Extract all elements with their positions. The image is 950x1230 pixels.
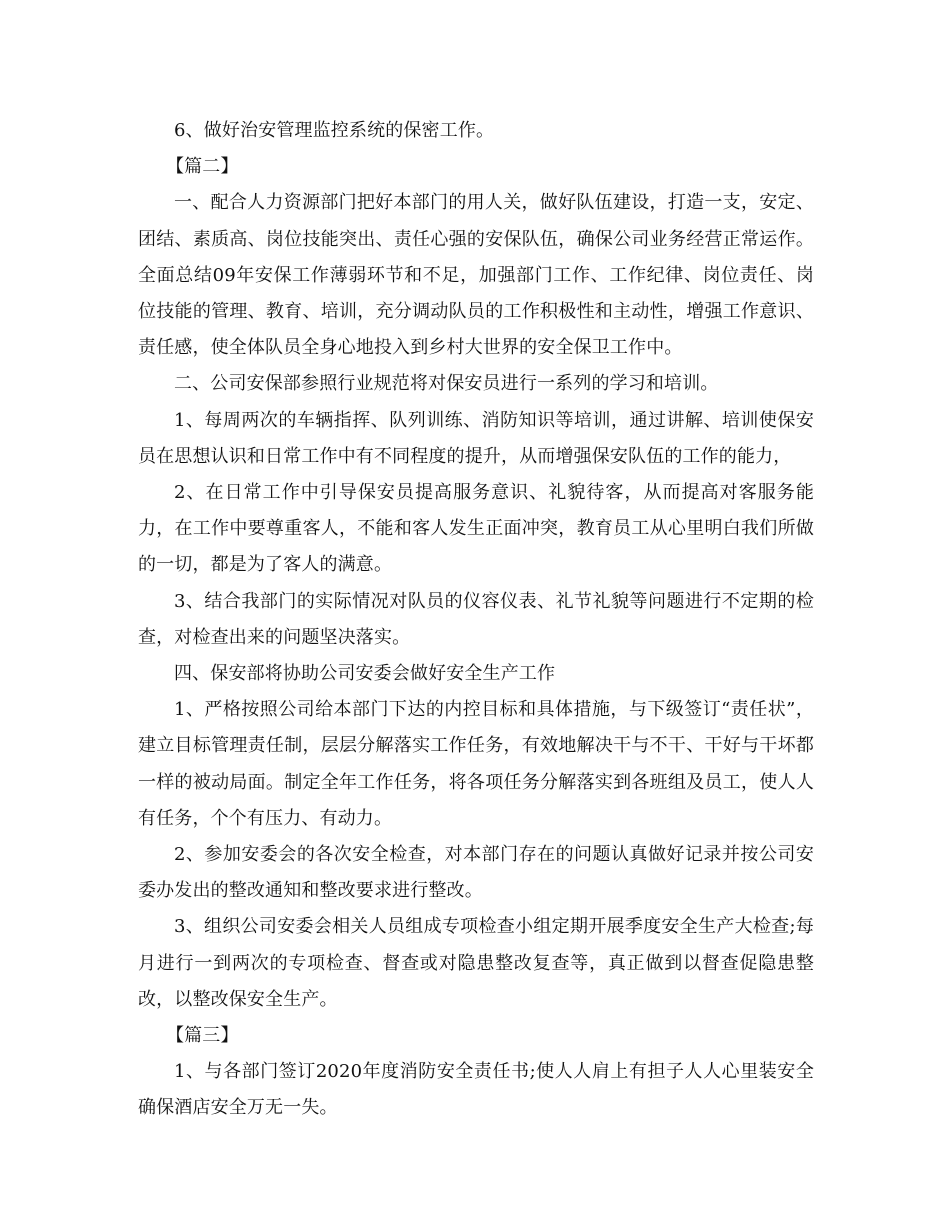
section-heading: 【篇二】 [166,156,239,178]
paragraph: 1、与各部门签订2020年度消防安全责任书;使人人肩上有担子人人心里装安全确保酒店安全万无一失。 [138,1061,814,1119]
paragraph: 3、结合我部门的实际情况对队员的仪容仪表、礼节礼貌等问题进行不定期的检查，对检查出来的问题坚决落实。 [138,590,814,648]
paragraph: 四、保安部将协助公司安委会做好安全生产工作 [174,663,556,685]
section-heading: 【篇三】 [166,1025,239,1047]
paragraph: 1、严格按照公司给本部门下达的内控目标和具体措施，与下级签订“责任状”，建立目标管理责任制，层层分解落实工作任务，有效地解决干与不干、干好与干坏都一样的被动局面。制定全年工作任务，将各项任务分解落实到各班组及员工，使人人有任务，个个有压力、有动力。 [138,699,814,829]
paragraph: 6、做好治安管理监控系统的保密工作。 [174,120,495,141]
document-body [138,113,814,1127]
paragraph: 3、组织公司安委会相关人员组成专项检查小组定期开展季度安全生产大检查;每月进行一到两次的专项检查、督查或对隐患整改复查等，真正做到以督查促隐患整改，以整改保安全生产。 [138,916,814,1010]
paragraph: 2、参加安委会的各次安全检查，对本部门存在的问题认真做好记录并按公司安委办发出的整改通知和整改要求进行整改。 [138,844,814,902]
paragraph: 2、在日常工作中引导保安员提高服务意识、礼貌待客，从而提高对客服务能力，在工作中要尊重客人，不能和客人发生正面冲突，教育员工从心里明白我们所做的一切，都是为了客人的满意。 [138,482,814,576]
paragraph: 二、公司安保部参照行业规范将对保安员进行一系列的学习和培训。 [174,373,719,395]
paragraph: 一、配合人力资源部门把好本部门的用人关，做好队伍建设，打造一支，安定、团结、素质高、岗位技能突出、责任心强的安保队伍，确保公司业务经营正常运作。全面总结09年安保工作薄弱环节和不足，加强部门工作、工作纪律、岗位责任、岗位技能的管理、教育、培训，充分调动队员的工作积极性和主动性，增强工作意识、责任感，使全体队员全身心地投入到乡村大世界的安全保卫工作中。 [138,192,814,359]
paragraph: 1、每周两次的车辆指挥、队列训练、消防知识等培训，通过讲解、培训使保安员在思想认识和日常工作中有不同程度的提升，从而增强保安队伍的工作的能力， [138,409,814,467]
